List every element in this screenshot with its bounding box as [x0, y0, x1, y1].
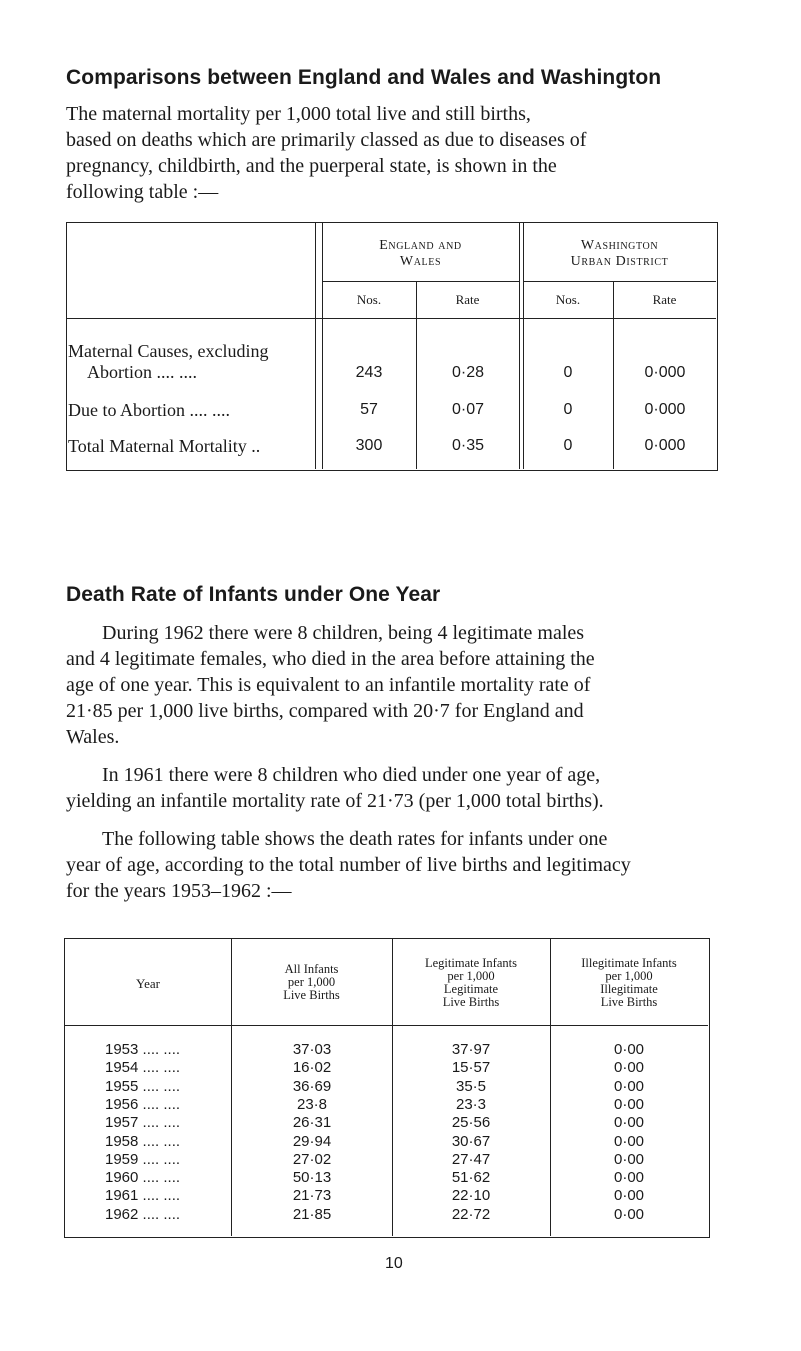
sub-header-nos-2: Nos.	[555, 292, 581, 307]
all-infants-rate-cell: 27·02	[292, 1151, 332, 1168]
value-cell: 0	[563, 437, 573, 454]
year-cell: 1955 .... ....	[105, 1078, 181, 1095]
maternal-mortality-table	[66, 222, 718, 471]
all-infants-rate-cell: 37·03	[292, 1041, 332, 1058]
illegitimate-rate-cell: 0·00	[613, 1059, 645, 1076]
all-infants-rate-cell: 36·69	[292, 1078, 332, 1095]
header-legitimate-line3: Legitimate	[443, 982, 499, 996]
value-cell: 300	[355, 437, 383, 454]
para2-line-1: In 1961 there were 8 children who died under one year of age,	[102, 764, 601, 786]
legitimate-rate-cell: 51·62	[451, 1169, 491, 1186]
intro-line-4: following table :—	[66, 181, 219, 203]
year-cell: 1959 .... ....	[105, 1151, 181, 1168]
legitimate-rate-cell: 37·97	[451, 1041, 491, 1058]
header-illegitimate-line3: Illegitimate	[600, 982, 658, 996]
all-infants-rate-cell: 21·85	[292, 1206, 332, 1223]
group-header-washington-line2: Urban District	[570, 254, 669, 269]
illegitimate-rate-cell: 0·00	[613, 1133, 645, 1150]
group-header-washington-line1: Washington	[580, 238, 659, 253]
value-cell: 0·35	[451, 437, 485, 454]
row-label-due-to-abortion: Due to Abortion .... ....	[68, 400, 230, 420]
para1-line-2: and 4 legitimate females, who died in the area before attaining the	[66, 648, 595, 670]
sub-header-nos-1: Nos.	[356, 292, 382, 307]
value-cell: 0·000	[644, 401, 686, 418]
all-infants-rate-cell: 50·13	[292, 1169, 332, 1186]
para1-line-5: Wales.	[66, 726, 120, 748]
group-header-england-line1: England and	[379, 238, 462, 253]
header-illegitimate-line1: Illegitimate Infants	[581, 956, 677, 970]
value-cell: 0·000	[644, 437, 686, 454]
legitimate-rate-cell: 27·47	[451, 1151, 491, 1168]
year-cell: 1962 .... ....	[105, 1206, 181, 1223]
year-cell: 1958 .... ....	[105, 1133, 181, 1150]
legitimate-rate-cell: 23·3	[455, 1096, 487, 1113]
header-legitimate-line2: per 1,000	[447, 969, 495, 983]
illegitimate-rate-cell: 0·00	[613, 1114, 645, 1131]
intro-line-3: pregnancy, childbirth, and the puerperal state, is shown in the	[66, 155, 557, 177]
all-infants-rate-cell: 26·31	[292, 1114, 332, 1131]
header-legitimate-line1: Legitimate Infants	[425, 956, 517, 970]
year-cell: 1957 .... ....	[105, 1114, 181, 1131]
section-heading-infant-death-rate: Death Rate of Infants under One Year	[66, 583, 441, 606]
page-number: 10	[385, 1255, 403, 1272]
para1-line-3: age of one year. This is equivalent to an infantile mortality rate of	[66, 674, 591, 696]
legitimate-rate-cell: 35·5	[455, 1078, 487, 1095]
value-cell: 0·28	[451, 364, 485, 381]
header-illegitimate-line4: Live Births	[600, 995, 658, 1009]
legitimate-rate-cell: 30·67	[451, 1133, 491, 1150]
legitimate-rate-cell: 22·72	[451, 1206, 491, 1223]
header-all-infants-line2: per 1,000	[287, 975, 336, 989]
illegitimate-rate-cell: 0·00	[613, 1151, 645, 1168]
sub-header-rate-2: Rate	[652, 292, 677, 307]
para2-line-2: yielding an infantile mortality rate of 21·73 (per 1,000 total births).	[66, 790, 604, 812]
all-infants-rate-cell: 16·02	[292, 1059, 332, 1076]
illegitimate-rate-cell: 0·00	[613, 1206, 645, 1223]
intro-line-2: based on deaths which are primarily classed as due to diseases of	[66, 129, 587, 151]
section-heading-comparisons: Comparisons between England and Wales and Washington	[66, 66, 662, 89]
value-cell: 57	[360, 401, 378, 418]
group-header-england-line2: Wales	[399, 254, 442, 269]
para1-line-1: During 1962 there were 8 children, being 4 legitimate males	[102, 622, 585, 644]
year-cell: 1954 .... ....	[105, 1059, 181, 1076]
para3-line-3: for the years 1953–1962 :—	[66, 880, 292, 902]
all-infants-rate-cell: 29·94	[292, 1133, 332, 1150]
value-cell: 0·000	[644, 364, 686, 381]
header-illegitimate-line2: per 1,000	[605, 969, 653, 983]
illegitimate-rate-cell: 0·00	[613, 1078, 645, 1095]
intro-line-1: The maternal mortality per 1,000 total live and still births,	[66, 103, 531, 125]
value-cell: 0	[563, 401, 573, 418]
all-infants-rate-cell: 23·8	[296, 1096, 328, 1113]
para3-line-1: The following table shows the death rates for infants under one	[102, 828, 608, 850]
value-cell: 243	[355, 364, 383, 381]
row-label-total-maternal-mortality: Total Maternal Mortality ..	[68, 436, 261, 456]
infant-mortality-table	[64, 938, 710, 1238]
legitimate-rate-cell: 25·56	[451, 1114, 491, 1131]
legitimate-rate-cell: 22·10	[451, 1187, 491, 1204]
year-cell: 1960 .... ....	[105, 1169, 181, 1186]
header-all-infants-line3: Live Births	[283, 988, 340, 1002]
legitimate-rate-cell: 15·57	[451, 1059, 491, 1076]
para1-line-4: 21·85 per 1,000 live births, compared with 20·7 for England and	[66, 700, 584, 722]
row-label-maternal-causes-line1: Maternal Causes, excluding	[68, 341, 269, 361]
row-label-maternal-causes-line2: Abortion .... ....	[87, 362, 197, 382]
illegitimate-rate-cell: 0·00	[613, 1169, 645, 1186]
header-legitimate-line4: Live Births	[442, 995, 500, 1009]
value-cell: 0	[563, 364, 573, 381]
header-all-infants-line1: All Infants	[284, 962, 339, 976]
para3-line-2: year of age, according to the total number of live births and legitimacy	[66, 854, 631, 876]
all-infants-rate-cell: 21·73	[292, 1187, 332, 1204]
header-year: Year	[136, 976, 160, 991]
illegitimate-rate-cell: 0·00	[613, 1041, 645, 1058]
year-cell: 1956 .... ....	[105, 1096, 181, 1113]
year-cell: 1953 .... ....	[105, 1041, 181, 1058]
illegitimate-rate-cell: 0·00	[613, 1187, 645, 1204]
illegitimate-rate-cell: 0·00	[613, 1096, 645, 1113]
year-cell: 1961 .... ....	[105, 1187, 181, 1204]
value-cell: 0·07	[451, 401, 485, 418]
sub-header-rate-1: Rate	[455, 292, 480, 307]
